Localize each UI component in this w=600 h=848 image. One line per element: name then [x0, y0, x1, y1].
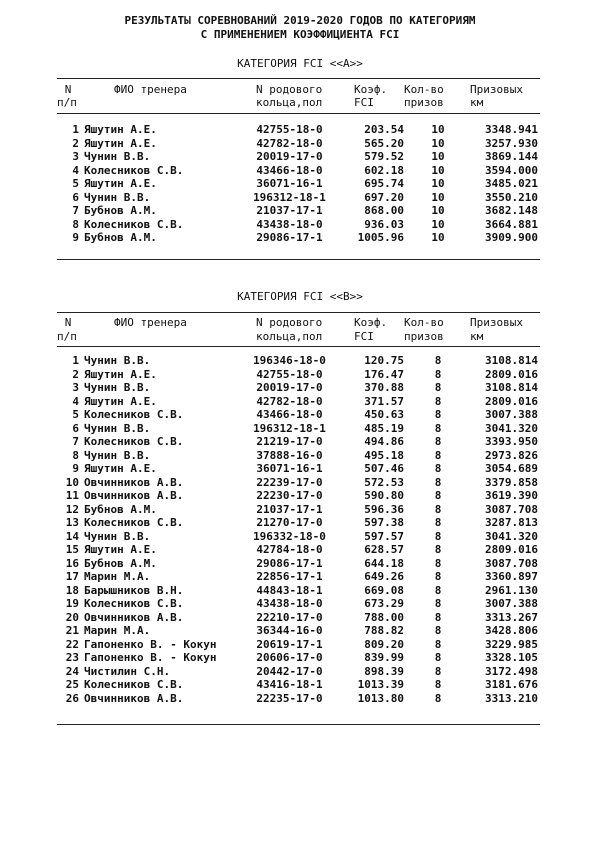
table-row [0, 204, 600, 218]
table-row [0, 692, 600, 706]
row-number: 17 [65, 570, 79, 583]
ring-number: 36344-16-0 [256, 624, 323, 637]
col-km-sub-label: км [470, 96, 484, 109]
prize-count: 8 [434, 448, 442, 462]
prize-count: 8 [434, 421, 442, 435]
fci-coefficient: 597.57 [364, 529, 404, 543]
table-b-bottom-rule [57, 724, 540, 725]
fci-coefficient: 602.18 [364, 163, 404, 177]
trainer-name: Чунин В.В. [84, 421, 151, 435]
row-number: 10 [65, 475, 79, 489]
prize-count: 8 [434, 462, 442, 475]
table-row [0, 164, 600, 178]
prize-km: 3682.148 [485, 204, 538, 217]
prize-count: 8 [434, 435, 442, 448]
col-km-label: Призовых [470, 316, 523, 329]
prize-count: 8 [434, 583, 442, 597]
prize-count: 8 [434, 691, 442, 705]
trainer-name: Яшутин А.Е. [84, 367, 157, 381]
col-ring-sub-label: кольца,пол [256, 96, 323, 109]
ring-number: 43438-18-0 [256, 217, 323, 231]
prize-km: 2809.016 [485, 543, 538, 556]
row-number: 4 [72, 163, 79, 177]
page-title-line-2: С ПРИМЕНЕНИЕМ КОЭФФИЦИЕНТА FCI [200, 28, 400, 41]
page-title-line-1: РЕЗУЛЬТАТЫ СОРЕВНОВАНИЙ 2019-2020 ГОДОВ ПО КАТЕГОРИЯМ [124, 14, 476, 27]
row-number: 24 [65, 664, 79, 678]
ring-number: 196346-18-0 [253, 354, 326, 367]
prize-count: 8 [434, 678, 442, 691]
ring-number: 196312-18-1 [253, 190, 326, 204]
table-a-header-rule [57, 113, 540, 114]
row-number: 8 [72, 448, 79, 462]
table-row [0, 665, 600, 679]
prize-km: 3041.320 [485, 421, 538, 435]
prize-km: 2809.016 [485, 367, 538, 381]
prize-count: 10 [431, 123, 445, 136]
trainer-name: Овчинников А.В. [84, 691, 184, 705]
trainer-name: Бубнов А.М. [84, 502, 157, 516]
fci-coefficient: 572.53 [364, 475, 404, 489]
prize-count: 8 [434, 664, 442, 678]
ring-number: 20619-17-1 [256, 637, 323, 651]
prize-count: 10 [431, 217, 445, 231]
ring-number: 22210-17-0 [256, 610, 323, 624]
prize-count: 10 [431, 204, 445, 217]
table-row [0, 191, 600, 205]
fci-coefficient: 485.19 [364, 421, 404, 435]
col-n-sub-label: п/п [57, 96, 77, 109]
col-ring-label: N родового [256, 316, 323, 329]
ring-number: 20019-17-0 [256, 381, 323, 394]
table-row [0, 368, 600, 382]
prize-km: 3041.320 [485, 529, 538, 543]
table-row [0, 611, 600, 625]
trainer-name: Колесников С.В. [84, 217, 184, 231]
col-km-sub-label: км [470, 330, 484, 343]
trainer-name: Колесников С.В. [84, 435, 184, 448]
table-row [0, 624, 600, 638]
table-row [0, 177, 600, 191]
prize-km: 3360.897 [485, 570, 538, 583]
prize-km: 3108.814 [485, 354, 538, 367]
col-count-label: Кол-во [404, 83, 444, 96]
table-row [0, 570, 600, 584]
table-row [0, 408, 600, 422]
prize-km: 3108.814 [485, 381, 538, 394]
ring-number: 22856-17-1 [256, 570, 323, 583]
prize-count: 8 [434, 624, 442, 637]
prize-km: 3348.941 [485, 123, 538, 136]
table-row [0, 150, 600, 164]
prize-km: 3313.267 [485, 610, 538, 624]
row-number: 21 [65, 624, 79, 637]
trainer-name: Марин М.А. [84, 570, 151, 583]
prize-km: 3619.390 [485, 489, 538, 502]
prize-km: 3007.388 [485, 597, 538, 610]
trainer-name: Бубнов А.М. [84, 204, 157, 217]
prize-count: 8 [434, 502, 442, 516]
prize-count: 8 [434, 637, 442, 651]
trainer-name: Чунин В.В. [84, 150, 151, 163]
col-count-label: Кол-во [404, 316, 444, 329]
row-number: 12 [65, 502, 79, 516]
prize-count: 8 [434, 475, 442, 489]
fci-coefficient: 494.86 [364, 435, 404, 448]
fci-coefficient: 597.38 [364, 516, 404, 529]
prize-km: 3485.021 [485, 177, 538, 190]
ring-number: 43438-18-0 [256, 597, 323, 610]
col-n-label: N [64, 316, 72, 329]
fci-coefficient: 120.75 [364, 354, 404, 367]
ring-number: 196312-18-1 [253, 421, 326, 435]
fci-coefficient: 936.03 [364, 217, 404, 231]
ring-number: 22235-17-0 [256, 691, 323, 705]
trainer-name: Овчинников А.В. [84, 610, 184, 624]
table-row [0, 435, 600, 449]
table-row [0, 489, 600, 503]
row-number: 1 [72, 123, 79, 136]
prize-count: 8 [434, 381, 442, 394]
row-number: 2 [72, 367, 79, 381]
table-row [0, 123, 600, 137]
prize-count: 10 [431, 136, 445, 150]
trainer-name: Чунин В.В. [84, 354, 151, 367]
fci-coefficient: 788.82 [364, 624, 404, 637]
row-number: 23 [65, 651, 79, 664]
table-row [0, 584, 600, 598]
row-number: 11 [65, 489, 79, 502]
trainer-name: Бубнов А.М. [84, 231, 157, 244]
prize-km: 3594.000 [485, 163, 538, 177]
col-count-sub-label: призов [404, 330, 444, 343]
trainer-name: Гапоненко В. - Кокун [84, 651, 217, 664]
trainer-name: Марин М.А. [84, 624, 151, 637]
ring-number: 43466-18-0 [256, 163, 323, 177]
table-row [0, 381, 600, 395]
category-b-title: КАТЕГОРИЯ FCI <<B>> [237, 290, 363, 303]
prize-km: 3172.498 [485, 664, 538, 678]
ring-number: 36071-16-1 [256, 177, 323, 190]
ring-number: 36071-16-1 [256, 462, 323, 475]
col-name-label: ФИО тренера [114, 316, 187, 329]
prize-count: 8 [434, 516, 442, 529]
table-a-body [0, 123, 600, 245]
trainer-name: Бубнов А.М. [84, 556, 157, 570]
prize-count: 8 [434, 408, 442, 421]
trainer-name: Яшутин А.Е. [84, 394, 157, 408]
trainer-name: Колесников С.В. [84, 678, 184, 691]
table-row [0, 557, 600, 571]
row-number: 18 [65, 583, 79, 597]
fci-coefficient: 649.26 [364, 570, 404, 583]
table-row [0, 218, 600, 232]
prize-km: 3664.881 [485, 217, 538, 231]
trainer-name: Яшутин А.Е. [84, 177, 157, 190]
table-row [0, 543, 600, 557]
col-coef-label: Коэф. [354, 316, 388, 329]
trainer-name: Барышников В.Н. [84, 583, 184, 597]
row-number: 14 [65, 529, 79, 543]
prize-km: 3393.950 [485, 435, 538, 448]
fci-coefficient: 495.18 [364, 448, 404, 462]
ring-number: 21037-17-1 [256, 204, 323, 217]
fci-coefficient: 788.00 [364, 610, 404, 624]
table-row [0, 449, 600, 463]
ring-number: 21219-17-0 [256, 435, 323, 448]
col-n-sub-label: п/п [57, 330, 77, 343]
prize-count: 8 [434, 556, 442, 570]
prize-km: 3909.900 [485, 231, 538, 244]
trainer-name: Яшутин А.Е. [84, 543, 157, 556]
prize-km: 3181.676 [485, 678, 538, 691]
trainer-name: Колесников С.В. [84, 408, 184, 421]
ring-number: 22230-17-0 [256, 489, 323, 502]
fci-coefficient: 644.18 [364, 556, 404, 570]
fci-coefficient: 898.39 [364, 664, 404, 678]
trainer-name: Овчинников А.В. [84, 489, 184, 502]
trainer-name: Чунин В.В. [84, 529, 151, 543]
row-number: 16 [65, 556, 79, 570]
fci-coefficient: 176.47 [364, 367, 404, 381]
ring-number: 44843-18-1 [256, 583, 323, 597]
ring-number: 20442-17-0 [256, 664, 323, 678]
ring-number: 42755-18-0 [256, 123, 323, 136]
table-row [0, 462, 600, 476]
table-row [0, 651, 600, 665]
table-row [0, 476, 600, 490]
row-number: 5 [72, 408, 79, 421]
row-number: 6 [72, 190, 79, 204]
fci-coefficient: 809.20 [364, 637, 404, 651]
fci-coefficient: 507.46 [364, 462, 404, 475]
row-number: 15 [65, 543, 79, 556]
prize-count: 10 [431, 177, 445, 190]
fci-coefficient: 450.63 [364, 408, 404, 421]
ring-number: 42784-18-0 [256, 543, 323, 556]
table-row [0, 395, 600, 409]
table-row [0, 422, 600, 436]
fci-coefficient: 1013.80 [357, 691, 404, 705]
prize-count: 8 [434, 597, 442, 610]
table-row [0, 597, 600, 611]
fci-coefficient: 203.54 [364, 123, 404, 136]
fci-coefficient: 628.57 [364, 543, 404, 556]
row-number: 3 [72, 381, 79, 394]
table-row [0, 678, 600, 692]
trainer-name: Яшутин А.Е. [84, 136, 157, 150]
prize-km: 3054.689 [485, 462, 538, 475]
table-row [0, 638, 600, 652]
prize-km: 2973.826 [485, 448, 538, 462]
table-b-body [0, 354, 600, 705]
table-a-bottom-rule [57, 259, 540, 260]
row-number: 7 [72, 204, 79, 217]
prize-count: 8 [434, 570, 442, 583]
row-number: 5 [72, 177, 79, 190]
table-b-top-rule [57, 312, 540, 313]
ring-number: 43466-18-0 [256, 408, 323, 421]
category-a-title: КАТЕГОРИЯ FCI <<A>> [237, 57, 363, 70]
prize-km: 3328.105 [485, 651, 538, 664]
ring-number: 42782-18-0 [256, 394, 323, 408]
trainer-name: Колесников С.В. [84, 516, 184, 529]
ring-number: 43416-18-1 [256, 678, 323, 691]
ring-number: 29086-17-1 [256, 556, 323, 570]
table-row [0, 503, 600, 517]
prize-km: 3007.388 [485, 408, 538, 421]
trainer-name: Овчинников А.В. [84, 475, 184, 489]
fci-coefficient: 673.29 [364, 597, 404, 610]
prize-count: 8 [434, 651, 442, 664]
row-number: 2 [72, 136, 79, 150]
fci-coefficient: 1013.39 [357, 678, 404, 691]
ring-number: 21270-17-0 [256, 516, 323, 529]
table-a-top-rule [57, 78, 540, 79]
col-coef-sub-label: FCI [354, 330, 374, 343]
trainer-name: Чунин В.В. [84, 381, 151, 394]
trainer-name: Колесников С.В. [84, 163, 184, 177]
row-number: 8 [72, 217, 79, 231]
row-number: 6 [72, 421, 79, 435]
fci-coefficient: 695.74 [364, 177, 404, 190]
ring-number: 42755-18-0 [256, 367, 323, 381]
row-number: 19 [65, 597, 79, 610]
fci-coefficient: 579.52 [364, 150, 404, 163]
prize-km: 3087.708 [485, 556, 538, 570]
prize-count: 10 [431, 231, 445, 244]
trainer-name: Гапоненко В. - Кокун [84, 637, 217, 651]
prize-count: 10 [431, 163, 445, 177]
row-number: 22 [65, 637, 79, 651]
prize-km: 3287.813 [485, 516, 538, 529]
prize-count: 8 [434, 610, 442, 624]
col-name-label: ФИО тренера [114, 83, 187, 96]
trainer-name: Колесников С.В. [84, 597, 184, 610]
row-number: 9 [72, 231, 79, 244]
fci-coefficient: 596.36 [364, 502, 404, 516]
row-number: 20 [65, 610, 79, 624]
prize-count: 10 [431, 150, 445, 163]
trainer-name: Яшутин А.Е. [84, 462, 157, 475]
row-number: 9 [72, 462, 79, 475]
fci-coefficient: 1005.96 [357, 231, 404, 244]
table-row [0, 137, 600, 151]
fci-coefficient: 868.00 [364, 204, 404, 217]
row-number: 4 [72, 394, 79, 408]
col-ring-sub-label: кольца,пол [256, 330, 323, 343]
trainer-name: Яшутин А.Е. [84, 123, 157, 136]
prize-count: 8 [434, 367, 442, 381]
prize-count: 8 [434, 543, 442, 556]
prize-count: 8 [434, 529, 442, 543]
fci-coefficient: 371.57 [364, 394, 404, 408]
fci-coefficient: 370.88 [364, 381, 404, 394]
table-b-header-rule [57, 346, 540, 347]
prize-km: 3313.210 [485, 691, 538, 705]
prize-km: 3550.210 [485, 190, 538, 204]
prize-count: 8 [434, 489, 442, 502]
ring-number: 37888-16-0 [256, 448, 323, 462]
ring-number: 21037-17-1 [256, 502, 323, 516]
fci-coefficient: 565.20 [364, 136, 404, 150]
prize-km: 3869.144 [485, 150, 538, 163]
fci-coefficient: 669.08 [364, 583, 404, 597]
prize-km: 3087.708 [485, 502, 538, 516]
col-coef-label: Коэф. [354, 83, 388, 96]
fci-coefficient: 697.20 [364, 190, 404, 204]
prize-km: 2809.016 [485, 394, 538, 408]
trainer-name: Чунин В.В. [84, 190, 151, 204]
table-row [0, 530, 600, 544]
prize-count: 8 [434, 394, 442, 408]
col-coef-sub-label: FCI [354, 96, 374, 109]
row-number: 7 [72, 435, 79, 448]
prize-km: 3229.985 [485, 637, 538, 651]
prize-km: 3428.806 [485, 624, 538, 637]
prize-count: 8 [434, 354, 442, 367]
prize-km: 2961.130 [485, 583, 538, 597]
fci-coefficient: 839.99 [364, 651, 404, 664]
col-ring-label: N родового [256, 83, 323, 96]
prize-km: 3379.858 [485, 475, 538, 489]
trainer-name: Чистилин С.Н. [84, 664, 171, 678]
prize-count: 10 [431, 190, 445, 204]
trainer-name: Чунин В.В. [84, 448, 151, 462]
fci-coefficient: 590.80 [364, 489, 404, 502]
table-row [0, 354, 600, 368]
table-row [0, 516, 600, 530]
ring-number: 20019-17-0 [256, 150, 323, 163]
row-number: 26 [65, 691, 79, 705]
col-km-label: Призовых [470, 83, 523, 96]
ring-number: 42782-18-0 [256, 136, 323, 150]
ring-number: 29086-17-1 [256, 231, 323, 244]
col-count-sub-label: призов [404, 96, 444, 109]
row-number: 1 [72, 354, 79, 367]
prize-km: 3257.930 [485, 136, 538, 150]
row-number: 13 [65, 516, 79, 529]
col-n-label: N [64, 83, 72, 96]
ring-number: 20606-17-0 [256, 651, 323, 664]
ring-number: 196332-18-0 [253, 529, 326, 543]
ring-number: 22239-17-0 [256, 475, 323, 489]
row-number: 25 [65, 678, 79, 691]
row-number: 3 [72, 150, 79, 163]
table-row [0, 231, 600, 245]
